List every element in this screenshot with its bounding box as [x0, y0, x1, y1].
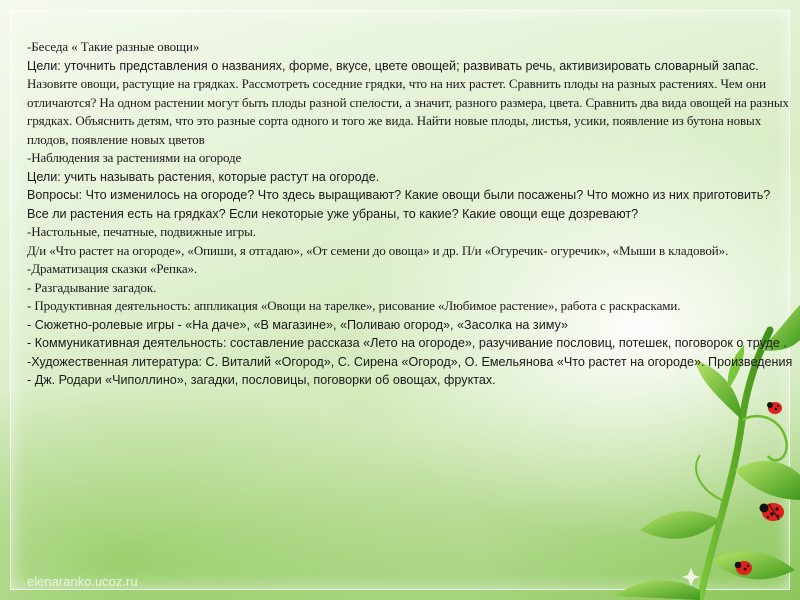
paragraph-conversation-goals: Цели: уточнить представления о названиях, форме, вкусе, цвете овощей; развивать речь, активизировать словарный запас.	[27, 58, 759, 73]
ladybug-icon	[760, 503, 785, 521]
leaf	[640, 511, 720, 538]
watermark: elenaranko.ucoz.ru	[27, 574, 138, 589]
paragraph-conversation-body: Назовите овощи, растущие на грядках. Рассмотреть соседние грядки, что на них растет. Сравнить плоды на разных растениях. Чем они отличаются? На одном растении могут быть плоды разной спелости, а значит, разного размера, цвета. Сравнить два вида овощей на разных грядках. Объяснить детям, что это разные сорта одного и того же вида. Найти новые плоды, листья, усики, появление из бутона новых плодов, появление новых цветов	[27, 76, 789, 147]
sparkle-icon	[682, 568, 700, 586]
plant-tendril	[696, 455, 722, 500]
paragraph-literature: -Художественная литература: С. Виталий «Огород», С. Сирена «Огород», О. Емельянова «Что растет на огороде». Произведения - Дж. Родари «Чиполлино», загадки, пословицы, поговорки об овощах, фруктах.	[27, 354, 793, 387]
paragraph-observation-title: -Наблюдения за растениями на огороде	[27, 150, 242, 165]
leaf	[712, 551, 795, 579]
paragraph-dramatization: -Драматизация сказки «Репка».	[27, 261, 198, 276]
plant-tendril	[742, 416, 787, 460]
ladybug-icon	[767, 402, 782, 414]
paragraph-riddles: - Разгадывание загадок.	[27, 279, 157, 295]
leaf	[615, 580, 700, 600]
leaf	[735, 461, 800, 500]
slide-text	[27, 38, 795, 390]
paragraph-observation-goals: Цели: учить называть растения, которые растут на огороде.	[27, 169, 380, 184]
paragraph-questions: Вопросы: Что изменилось на огороде? Что здесь выращивают? Какие овощи были посажены? Что можно из них приготовить? Все ли растения есть на грядках? Если некоторые уже убраны, то какие? Какие овощи еще дозревают?	[27, 188, 771, 221]
paragraph-productive-activity: - Продуктивная деятельность: аппликация «Овощи на тарелке», рисование «Любимое растение», работа с раскрасками.	[27, 298, 681, 313]
paragraph-games-list: Д/и «Что растет на огороде», «Опиши, я отгадаю», «От семени до овоща» и др. П/и «Огуречик- огуречик», «Мыши в кладовой».	[27, 242, 729, 258]
paragraph-games-title: -Настольные, печатные, подвижные игры.	[27, 224, 256, 239]
paragraph-communicative-activity: - Коммуникативная деятельность: составление рассказа «Лето на огороде», разучивание пословиц, потешек, поговорок о труде .	[27, 336, 787, 350]
paragraph-role-games: - Сюжетно-ролевые игры - «На даче», «В магазине», «Поливаю огород», «Засолка на зиму»	[27, 317, 568, 332]
paragraph-conversation-title: -Беседа « Такие разные овощи»	[27, 39, 200, 54]
